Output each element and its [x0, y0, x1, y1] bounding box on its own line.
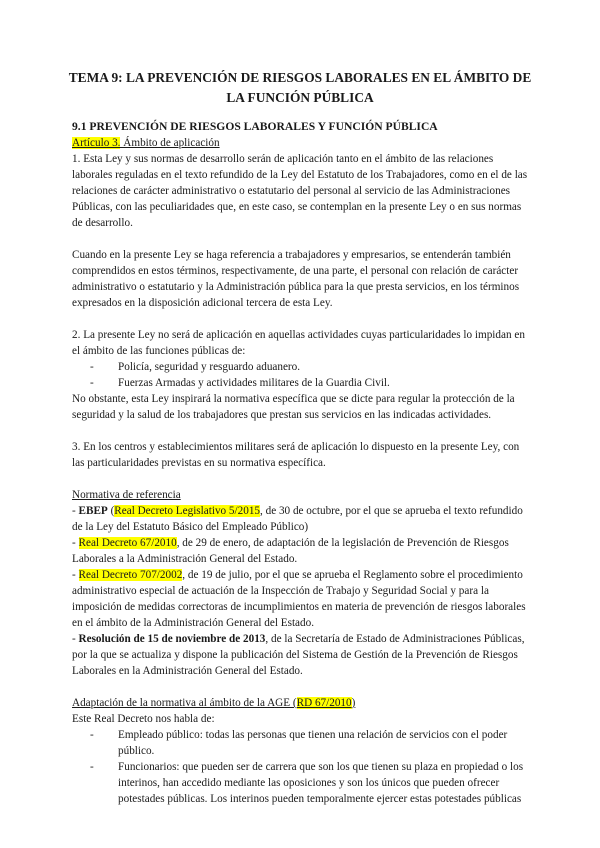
article-title: Ámbito de aplicación [120, 137, 220, 149]
highlighted-reference: Real Decreto 67/2010 [78, 537, 177, 549]
list-item: - Funcionarios: que pueden ser de carrera que son los que tienen su plaza en propiedad o los interinos, han accedido mediante las oposiciones y son los únicos que pueden ofrecer potestades públicas. Los interinos pueden temporalmente ejercer estas potestades públicas [72, 759, 528, 807]
highlighted-reference: Real Decreto 707/2002 [78, 569, 183, 581]
adaptacion-heading: Adaptación de la normativa al ámbito de la AGE (RD 67/2010) [72, 697, 356, 709]
exclusions-list [72, 359, 528, 391]
definitions-list [72, 727, 528, 807]
normativa-heading: Normativa de referencia [72, 489, 181, 501]
article-paragraph-5: 3. En los centros y establecimientos militares será de aplicación lo dispuesto en la presente Ley, con las particularidades previstas en su normativa específica. [72, 441, 520, 469]
highlighted-reference: RD 67/2010 [296, 697, 352, 709]
list-item: - Fuerzas Armadas y actividades militares de la Guardia Civil. [72, 375, 528, 391]
normativa-item: - EBEP (Real Decreto Legislativo 5/2015, de 30 de octubre, por el que se aprueba el texto refundido de la Ley del Estatuto Básico del Empleado Público) [72, 505, 523, 533]
list-item: - Policía, seguridad y resguardo aduanero. [72, 359, 528, 375]
highlighted-reference: Real Decreto Legislativo 5/2015 [114, 505, 261, 517]
article-label: Artículo 3. [72, 137, 121, 149]
article-paragraph-1: 1. Esta Ley y sus normas de desarrollo serán de aplicación tanto en el ámbito de las relaciones laborales reguladas en el texto refundido de la Ley del Estatuto de los Trabajadores, como en el de las relaciones de carácter administrativo o estatutario del personal al servicio de las Administraciones Públicas, con las peculiaridades que, en este caso, se contemplan en la presente Ley o en sus normas de desarrollo. [72, 153, 528, 229]
article-paragraph-2: Cuando en la presente Ley se haga referencia a trabajadores y empresarios, se entenderán también comprendidos en estos términos, respectivamente, de una parte, el personal con relación de carácter administrativo o estatutario y la Administración pública para la que presta servicios, en los términos expresados en la disposición adicional tercera de esta Ley. [72, 249, 520, 309]
adaptacion-intro: Este Real Decreto nos habla de: [72, 713, 215, 725]
article-heading [72, 135, 528, 151]
document-title: TEMA 9: LA PREVENCIÓN DE RIESGOS LABORALES EN EL ÁMBITO DE LA FUNCIÓN PÚBLICA [68, 70, 532, 105]
normativa-item: - Real Decreto 707/2002, de 19 de julio, por el que se aprueba el Reglamento sobre el procedimiento administrativo especial de actuación de la Inspección de Trabajo y Seguridad Social y para la imposición de medidas correctoras de incumplimientos en materia de prevención de riesgos laborales en el ámbito de la Administración General del Estado. [72, 569, 526, 629]
section-heading: 9.1 PREVENCIÓN DE RIESGOS LABORALES Y FUNCIÓN PÚBLICA [72, 120, 438, 133]
list-item: - Empleado público: todas las personas que tienen una relación de servicios con el poder público. [72, 727, 528, 759]
normativa-item: - Resolución de 15 de noviembre de 2013, de la Secretaría de Estado de Administraciones Públicas, por la que se actualiza y dispone la publicación del Sistema de Gestión de la Prevención de Riesgos Laborales en la Administración General del Estado. [72, 633, 525, 677]
normativa-item: - Real Decreto 67/2010, de 29 de enero, de adaptación de la legislación de Prevención de Riesgos Laborales a la Administración General del Estado. [72, 537, 509, 565]
article-paragraph-3: 2. La presente Ley no será de aplicación en aquellas actividades cuyas particularidades lo impidan en el ámbito de las funciones públicas de: [72, 329, 525, 357]
document-body [72, 119, 528, 807]
article-paragraph-4: No obstante, esta Ley inspirará la normativa específica que se dicte para regular la protección de la seguridad y la salud de los trabajadores que prestan sus servicios en las indicadas actividades. [72, 393, 515, 421]
